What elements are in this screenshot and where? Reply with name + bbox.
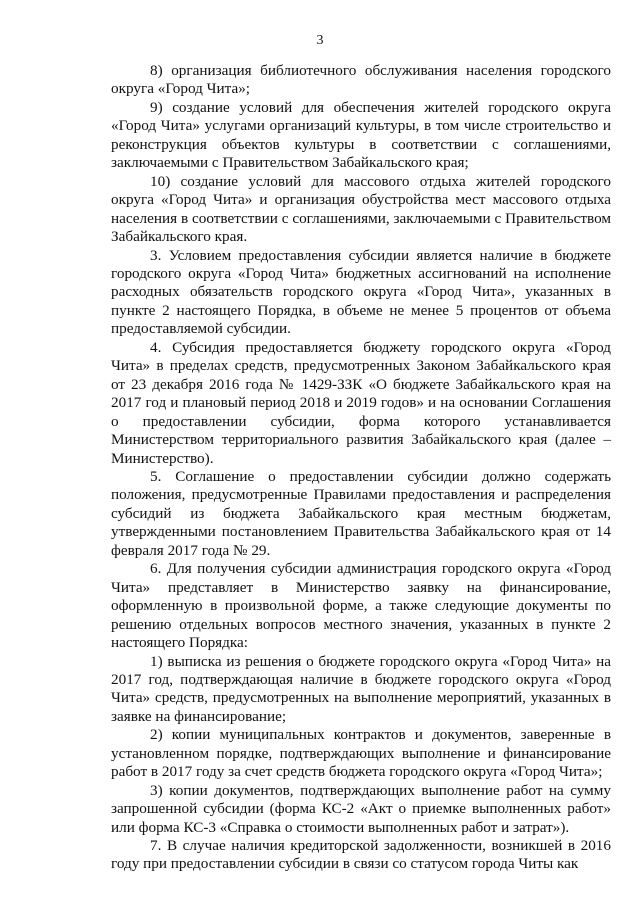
paragraph-clause-3: 3. Условием предоставления субсидии является наличие в бюджете городского округа «Город Чита» бюджетных ассигнований на исполнение расходных обязательств городского округа «Город Чита», указанных в пункте 2 настоящего Порядка, в объеме не менее 5 процентов от объема предоставляемой субсидии. (111, 246, 611, 338)
paragraph-item-8: 8) организация библиотечного обслуживания населения городского округа «Город Чита»; (111, 62, 611, 98)
paragraph-subitem-2: 2) копии муниципальных контрактов и документов, заверенные в установленном порядке, подтверждающих выполнение и финансирование работ в 2017 году за счет средств бюджета городского округа «Город Чита»; (111, 726, 611, 781)
paragraph-item-10: 10) создание условий для массового отдыха жителей городского округа «Город Чита» и организация обустройства мест массового отдыха населения в соответствии с соглашениями, заключаемыми с Правительством Забайкальского края. (111, 172, 611, 246)
paragraph-clause-7: 7. В случае наличия кредиторской задолженности, возникшей в 2016 году при предоставлении субсидии в связи со статусом города Читы как (111, 837, 611, 873)
paragraph-item-9: 9) создание условий для обеспечения жителей городского округа «Город Чита» услугами организаций культуры, в том числе строительство и реконструкция объектов культуры в соответствии с соглашениями, заключаемыми с Правительством Забайкальского края; (111, 98, 611, 172)
paragraph-subitem-1: 1) выписка из решения о бюджете городского округа «Город Чита» на 2017 год, подтверждающая наличие в бюджете городского округа «Город Чита» средств, предусмотренных на выполнение мероприятий, указанных в заявке на финансирование; (111, 652, 611, 725)
paragraph-subitem-3: 3) копии документов, подтверждающих выполнение работ на сумму запрошенной субсидии (форма КС-2 «Акт о приемке выполненных работ» или форма КС-3 «Справка о стоимости выполненных работ и затрат»). (111, 781, 611, 836)
document-body (111, 62, 611, 874)
paragraph-clause-4: 4. Субсидия предоставляется бюджету городского округа «Город Чита» в пределах средств, предусмотренных Законом Забайкальского края от 23 декабря 2016 года № 1429-ЗЗК «О бюджете Забайкальского края на 2017 год и плановый период 2018 и 2019 годов» и на основании Соглашения о предоставлении субсидии, форма которого устанавливается Министерством территориального развития Забайкальского края (далее – Министерство). (111, 338, 611, 467)
paragraph-clause-5: 5. Соглашение о предоставлении субсидии должно содержать положения, предусмотренные Правилами предоставления и распределения субсидий из бюджета Забайкальского края местным бюджетам, утвержденными постановлением Правительства Забайкальского края от 14 февраля 2017 года № 29. (111, 467, 611, 559)
paragraph-clause-6: 6. Для получения субсидии администрация городского округа «Город Чита» представляет в Министерство заявку на финансирование, оформленную в произвольной форме, а также следующие документы по решению отдельных вопросов местного значения, указанных в пункте 2 настоящего Порядка: (111, 560, 611, 652)
page-number: 3 (316, 33, 324, 48)
